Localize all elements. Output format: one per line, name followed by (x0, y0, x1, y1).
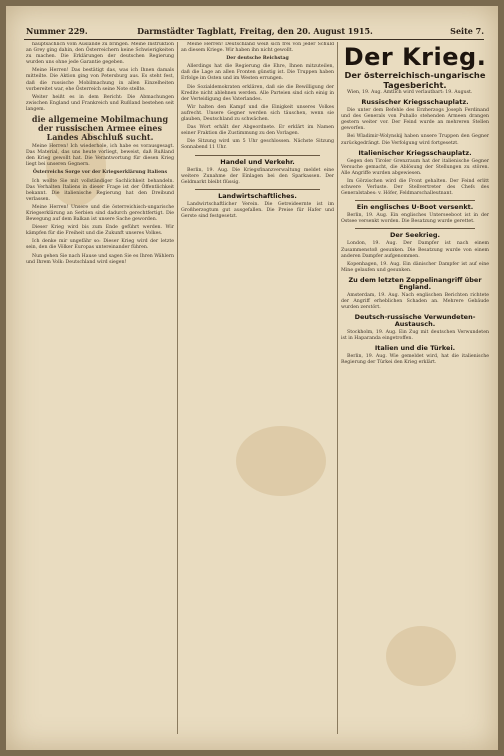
article-paragraph: Meine Herren! Deutschland weiß sich frei von jeder Schuld an diesem Kriege. Wir haben ihn nicht gewollt. (181, 42, 334, 54)
column-2 (181, 42, 334, 734)
section-heading: Russischer Kriegsschauplatz. (361, 98, 469, 107)
column-1 (26, 42, 174, 734)
section-heading: Der deutsche Reichstag (226, 56, 289, 62)
section-heading: Zu dem letzten Zeppelinangriff über England. (348, 275, 482, 291)
article-paragraph: Meine Herren! Ich wiederhole, ich habe es vorausgesagt. Das Material, das uns heute vorliegt, beweist, daß Rußland den Krieg gewollt hat. Die Verantwortung für diesen Krieg liegt bei unseren Gegnern. (26, 144, 174, 168)
article-paragraph: Weiter heißt es in dem Bericht: Die Abmachungen zwischen England und Frankreich und Rußland bestehen seit langem. (26, 94, 174, 112)
header-rule (24, 39, 484, 40)
section-heading: Deutsch-russische Verwundeten-Austausch. (354, 313, 476, 329)
section-heading: die allgemeine Mobilmachung der russischen Armee eines Landes Abschluß sucht. (31, 114, 169, 143)
article-paragraph: Berlin, 19. Aug. Die Kriegsfinanzverwaltung meldet eine weitere Zunahme der Einlagen bei den Sparkassen. Der Geldmarkt bleibt flüssig. (181, 167, 334, 185)
section-divider (355, 200, 475, 201)
article-paragraph: Die Sitzung wird um 5 Uhr geschlossen. Nächste Sitzung Sonnabend 11 Uhr. (181, 139, 334, 151)
article-paragraph: Allerdings hat die Regierung die Ehre, Ihnen mitzuteilen, daß die Lage an allen Fronten günstig ist. Die Truppen haben Erfolge im Osten und im Westen errungen. (181, 64, 334, 82)
article-paragraph: Landwirtschaftlicher Verein. Die Getreideernte ist im Großherzogtum gut ausgefallen. Die Preise für Hafer und Gerste sind festgesetzt. (181, 201, 334, 219)
article-paragraph: Berlin, 19. Aug. Wie gemeldet wird, hat die italienische Regierung der Türkei den Krieg erklärt. (341, 354, 489, 366)
article-paragraph: Stockholm, 19. Aug. Ein Zug mit deutschen Verwundeten ist in Haparanda eingetroffen. (341, 330, 489, 342)
article-paragraph: Berlin, 19. Aug. Ein englisches Unterseeboot ist in der Ostsee versenkt worden. Die Besatzung wurde gerettet. (341, 213, 489, 225)
article-paragraph: Das Wort erhält der Abgeordnete. Er erklärt im Namen seiner Fraktion die Zustimmung zu den Vorlagen. (181, 125, 334, 137)
section-heading: Ein englisches U-Boot versenkt. (356, 203, 474, 212)
article-paragraph: Wir halten den Kampf und die Einigkeit unseres Volkes aufrecht. Unsere Gegner werden sich täuschen, wenn sie glauben, Deutschland zu schwächen. (181, 104, 334, 123)
article-paragraph: hauptsächlich vom Auslande zu bringen. Meine Instruktion an Grey ging dahin, den Österreichern keine Schwierigkeiten zu machen. Die Erklärungen der deutschen Regierung wurden uns ohne jede Garantie gegeben. (26, 42, 174, 66)
section-divider (195, 155, 320, 156)
section-heading: Italien und die Türkei. (374, 344, 456, 353)
column-divider (177, 42, 178, 734)
article-paragraph: Kopenhagen, 19. Aug. Ein dänischer Dampfer ist auf eine Mine gelaufen und gesunken. (341, 261, 489, 273)
dateline: Wien, 19. Aug. Amtlich wird verlautbart: 19. August. (347, 90, 473, 95)
article-paragraph: Ich denke mir ungefähr so: Dieser Krieg wird der letzte sein, den die Völker Europas untereinander führen. (26, 239, 174, 251)
article-paragraph: Bei Wladimir-Wolynskij haben unsere Truppen den Gegner zurückgedrängt. Die Verfolgung wird fortgesetzt. (341, 134, 489, 146)
section-divider (355, 228, 475, 229)
article-paragraph: Im Görzischen wird die Front gehalten. Der Feind erlitt schwere Verluste. Der Stellvertreter des Chefs des Generalstabes: v. Höfer, Feldmarschalleutnant. (341, 178, 489, 197)
article-paragraph: Nun gehen Sie nach Hause und sagen Sie es Ihren Wählern und Ihrem Volk: Deutschland wird siegen! (26, 253, 174, 265)
column-divider (337, 42, 338, 734)
newspaper-page (6, 6, 498, 750)
section-divider (195, 189, 320, 190)
article-paragraph: Amsterdam, 19. Aug. Nach englischen Berichten richtete der Angriff erheblichen Schaden an. Mehrere Gebäude wurden zerstört. (341, 292, 489, 311)
war-headline (341, 44, 489, 90)
headline-title: Der Krieg. (343, 43, 487, 71)
article-paragraph: Die unter dem Befehle des Erzherzogs Joseph Ferdinand und des Generals von Puhallo stehenden Armeen drangen gestern weiter vor. Der Feind wurde an mehreren Stellen geworfen. (341, 108, 489, 132)
issue-number: Nummer 229. (26, 26, 88, 36)
masthead: Darmstädter Tagblatt, Freitag, den 20. August 1915. (137, 26, 373, 36)
headline-subtitle: Tagesbericht. (383, 80, 447, 90)
section-heading: Landwirtschaftliches. (218, 191, 297, 200)
page-number: Seite 7. (450, 26, 484, 36)
page-header (26, 26, 484, 40)
article-paragraph: London, 19. Aug. Der Dampfer ist nach einem Zusammenstoß gesunken. Die Besatzung wurde von einem anderen Dampfer aufgenommen. (341, 241, 489, 259)
article-paragraph: Meine Herren! Unsere und die österreichisch-ungarische Kriegserklärung an Serbien sind dadurch gerechtfertigt. Die Bewegung auf dem Balkan ist unsere Sache geworden. (26, 204, 174, 223)
article-paragraph: Ich wollte Sie mit vollständiger Sachlichkeit behandeln. Das Verhalten Italiens in dieser Frage ist der Öffentlichkeit bekannt. Die italienische Regierung hat den Dreibund verlassen. (26, 178, 174, 202)
headline-subtitle: Der österreichisch-ungarische (344, 70, 486, 80)
column-3 (341, 42, 489, 734)
section-heading: Handel und Verkehr. (220, 157, 295, 166)
section-heading: Der Seekrieg. (389, 231, 441, 240)
article-paragraph: Meine Herren! Das bestätigt das, was ich Ihnen damals mitteilte. Die Aktion ging von Petersburg aus. Es steht fest, daß die russische Mobilmachung in allen Einzelheiten vorbereitet war, ehe Österreich seine Note stellte. (26, 68, 174, 92)
section-heading: Italienischer Kriegsschauplatz. (358, 148, 472, 157)
article-paragraph: Gegen den Tiroler Grenzraum hat der italienische Gegner Versuche gemacht, die Ablösung der Stellungen zu stören. Alle Angriffe wurden abgewiesen. (341, 158, 489, 176)
article-paragraph: Die Sozialdemokraten erklären, daß sie die Bewilligung der Kredite nicht ablehnen werden. Alle Parteien sind sich einig in der Verteidigung des Vaterlandes. (181, 84, 334, 102)
article-paragraph: Dieser Krieg wird bis zum Ende geführt werden. Wir kämpfen für die Freiheit und die Zukunft unseres Volkes. (26, 225, 174, 237)
section-heading: Österreichs Sorge vor der Kriegserklärung Italiens (32, 170, 168, 176)
